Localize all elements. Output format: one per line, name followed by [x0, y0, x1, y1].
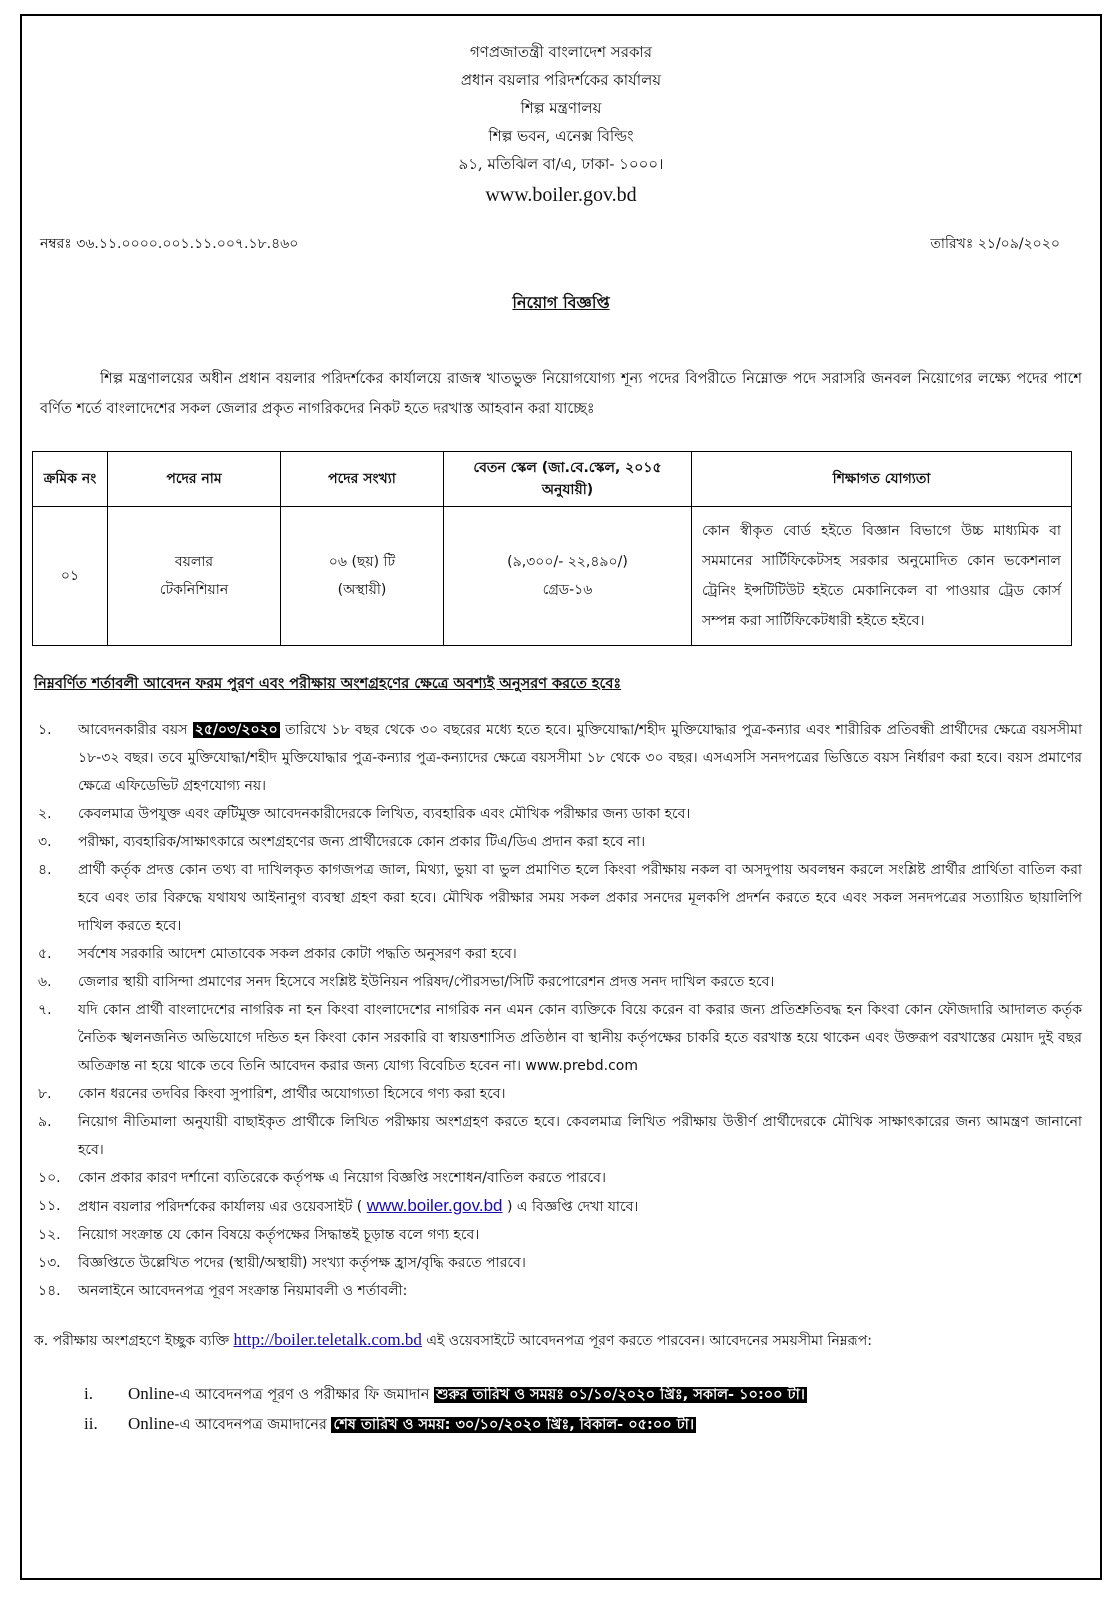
col-pay-scale: বেতন স্কেল (জা.বে.স্কেল, ২০১৫ অনুযায়ী): [444, 452, 692, 507]
online-start-line: [84, 1384, 807, 1408]
rule-number: ১০.: [38, 1170, 61, 1186]
intro-paragraph: শিল্প মন্ত্রণালয়ের অধীন প্রধান বয়লার পরিদর্শকের কার্যালয়ে রাজস্ব খাতভুক্ত নিয়োগযোগ্য শূন্য পদের বিপরীতে নিম্নোক্ত পদে সরাসরি জনবল নিয়োগের লক্ষ্যে পদের পাশে বর্ণিত শর্তে বাংলাদেশের সকল জেলার প্রকৃত নাগরিকদের নিকট হতে দরখাস্ত আহবান করা যাচ্ছেঃ: [40, 371, 1082, 417]
rule-text: যদি কোন প্রার্থী বাংলাদেশের নাগরিক না হন কিংবা বাংলাদেশের নাগরিক নন এমন কোন ব্যক্তিকে বিয়ে করেন বা করার জন্য প্রতিশ্রুতিবদ্ধ হন কিংবা কোন ফৌজদারি আদালত কর্তৃক নৈতিক স্খলনজনিত অভিযোগে দন্ডিত হন কিংবা কোন সরকারি বা স্বায়ত্তশাসিত প্রতিষ্ঠান বা স্থানীয় কর্তৃপক্ষের চাকরি হতে বরখাস্ত হয়ে থাকেন এবং উক্তরূপ বরখাস্তের মেয়াদ দুই বছর অতিক্রান্ত না হয়ে থাকে তবে তিনি আবেদন করার জন্য যোগ্য বিবেচিত হবেন না। www.prebd.com: [78, 1002, 1082, 1074]
notice-page: [20, 14, 1102, 1580]
rule-number: ৪.: [38, 862, 52, 878]
list-item: [22, 716, 1082, 800]
rule-number: ৬.: [38, 974, 52, 990]
reference-number: নম্বরঃ ৩৬.১১.০০০০.০০১.১১.০০৭.১৮.৪৬০: [40, 236, 299, 252]
roman-number: ii.: [84, 1414, 98, 1433]
col-post-count: পদের সংখ্যা: [281, 452, 444, 507]
post-name-line: টেকনিশিয়ান: [159, 582, 229, 598]
rule-text: নিয়োগ নীতিমালা অনুযায়ী বাছাইকৃত প্রার্থীকে লিখিত পরীক্ষায় অংশগ্রহণ করতে হবে। কেবলমাত্র লিখিত পরীক্ষায় উত্তীর্ণ প্রার্থীদেরকে মৌখিক সাক্ষাৎকারের জন্য আমন্ত্রণ জানানো হবে।: [78, 1114, 1082, 1158]
rule-text: তারিখে ১৮ বছর থেকে ৩০ বছরের মধ্যে হতে হবে। মুক্তিযোদ্ধা/শহীদ মুক্তিযোদ্ধার পুত্র-কন্যার এবং শারীরিক প্রতিবন্ধী প্রার্থীদের ক্ষেত্রে বয়সসীমা ১৮-৩২ বছর। তবে মুক্তিযোদ্ধা/শহীদ মুক্তিযোদ্ধার পুত্র-কন্যার পুত্র-কন্যাদের ক্ষেত্রে বয়সসীমা ১৮ থেকে ৩০ বছর। এসএসসি সনদপত্রের ভিত্তিতে বয়স নির্ধারণ করা হবে। বয়স প্রমাণের ক্ষেত্রে এফিডেভিট গ্রহণযোগ্য নয়।: [78, 722, 1083, 794]
cell-post-count: [281, 507, 444, 646]
cell-post-name: [108, 507, 281, 646]
ministry-name: শিল্প মন্ত্রণালয়: [520, 99, 602, 117]
conditions-heading: নিম্নবর্ণিত শর্তাবলী আবেদন ফরম পুরণ এবং পরীক্ষায় অংশগ্রহণের ক্ষেত্রে অবশ্যই অনুসরণ করতে হবেঃ: [34, 676, 622, 692]
rule-number: ১১.: [38, 1198, 61, 1214]
reference-row: [40, 232, 1060, 256]
cell-qualification: কোন স্বীকৃত বোর্ড হইতে বিজ্ঞান বিভাগে উচ্চ মাধ্যমিক বা সমমানের সার্টিফিকেটসহ সরকার অনুমোদিত কোন ভকেশনাল ট্রেনিং ইন্সটিটিউট হইতে মেকানিকেল বা পাওয়ার ট্রেড কোর্স সম্পন্ন করা সার্টিফিকেটধারী হইতে হইবে।: [692, 507, 1072, 646]
rule-text: অনলাইনে আবেদনপত্র পূরণ সংক্রান্ত নিয়মাবলী ও শর্তাবলী:: [78, 1283, 408, 1299]
list-item: [22, 828, 1082, 856]
rules-list: [22, 716, 1082, 1305]
col-serial: ক্রমিক নং: [33, 452, 108, 507]
boiler-website-link[interactable]: www.boiler.gov.bd: [366, 1196, 503, 1215]
col-post-name: পদের নাম: [108, 452, 281, 507]
rule-text: ) এ বিজ্ঞপ্তি দেখা যাবে।: [506, 1199, 639, 1215]
post-count-line: (অস্থায়ী): [337, 582, 387, 598]
list-item: [22, 1249, 1082, 1277]
office-header: [22, 38, 1100, 212]
office-name: প্রধান বয়লার পরিদর্শকের কার্যালয়: [460, 71, 662, 89]
rule-text: আবেদনকারীর বয়স: [78, 722, 188, 738]
rule-text: জেলার স্থায়ী বাসিন্দা প্রমাণের সনদ হিসেবে সংশ্লিষ্ট ইউনিয়ন পরিষদ/পৌরসভা/সিটি করপোরেশন প্রদত্ত সনদ দাখিল করতে হবে।: [78, 974, 775, 990]
cell-pay-scale: [444, 507, 692, 646]
post-count-line: ০৬ (ছয়) টি: [328, 554, 396, 570]
age-date-highlight: ২৫/০৩/২০২০: [194, 722, 278, 738]
list-item: [22, 968, 1082, 996]
rule-text: প্রার্থী কর্তৃক প্রদত্ত কোন তথ্য বা দাখিলকৃত কাগজপত্র জাল, মিথ্যা, ভুয়া বা ভুল প্রমাণিত হলে কিংবা পরীক্ষায় নকল বা অসদুপায় অবলম্বন করলে সংশ্লিষ্ট প্রার্থীর প্রার্থিতা বাতিল করা হবে এবং তার বিরুদ্ধে যথাযথ আইনানুগ ব্যবস্থা গ্রহণ করা হবে। মৌখিক পরীক্ষার সময় সকল প্রকার সনদের মূলকপি প্রদর্শন করতে হবে এবং সকল সনদপত্রের সত্যায়িত ছায়ালিপি দাখিল করতে হবে।: [78, 862, 1082, 934]
rule-text: পরীক্ষা, ব্যবহারিক/সাক্ষাৎকারে অংশগ্রহণের জন্য প্রার্থীদেরকে কোন প্রকার টিএ/ডিএ প্রদান করা হবে না।: [78, 834, 646, 850]
application-paragraph: [34, 1326, 1082, 1355]
list-item: [22, 1221, 1082, 1249]
rule-number: ৮.: [38, 1086, 52, 1102]
notice-date: তারিখঃ ২১/০৯/২০২০: [930, 236, 1060, 252]
table-row: [33, 507, 1072, 646]
ka-text: এই ওয়েবসাইটে আবেদনপত্র পূরণ করতে পারবেন। আবেদনের সময়সীমা নিম্নরূপ:: [426, 1333, 872, 1349]
rule-number: ২.: [38, 806, 52, 822]
office-website: www.boiler.gov.bd: [485, 184, 637, 206]
list-item: [22, 940, 1082, 968]
list-item: [22, 1108, 1082, 1164]
list-item: [22, 1164, 1082, 1192]
govt-name: গণপ্রজাতন্ত্রী বাংলাদেশ সরকার: [469, 43, 653, 61]
pay-scale-line: (৯,৩০০/- ২২,৪৯০/): [507, 554, 628, 570]
office-address: ৯১, মতিঝিল বা/এ, ঢাকা- ১০০০।: [458, 155, 664, 173]
roman-number: i.: [84, 1384, 93, 1403]
table-header-row: [33, 452, 1072, 507]
rule-text: সর্বশেষ সরকারি আদেশ মোতাবেক সকল প্রকার কোটা পদ্ধতি অনুসরণ করা হবে।: [78, 946, 517, 962]
end-date-highlight: শেষ তারিখ ও সময়: ৩০/১০/২০২০ খ্রিঃ, বিকাল- ০৫:০০ টা।: [333, 1417, 695, 1433]
ka-text: ক. পরীক্ষায় অংশগ্রহণে ইচ্ছুক ব্যক্তি: [34, 1333, 230, 1349]
rule-number: ১৩.: [38, 1255, 61, 1271]
rule-text: নিয়োগ সংক্রান্ত যে কোন বিষয়ে কর্তৃপক্ষের সিদ্ধান্তই চূড়ান্ত বলে গণ্য হবে।: [78, 1227, 480, 1243]
start-date-highlight: শুরুর তারিখ ও সময়ঃ ০১/১০/২০২০ খ্রিঃ, সকাল- ১০:০০ টা।: [436, 1387, 805, 1403]
rule-number: ১.: [38, 722, 52, 738]
page-title: নিয়োগ বিজ্ঞপ্তি: [512, 293, 610, 312]
rule-text: কোন প্রকার কারণ দর্শানো ব্যতিরেকে কর্তৃপক্ষ এ নিয়োগ বিজ্ঞপ্তি সংশোধন/বাতিল করতে পারবে।: [78, 1170, 606, 1186]
cell-serial: ০১: [33, 507, 108, 646]
rule-text: কোন ধরনের তদবির কিংবা সুপারিশ, প্রার্থীর অযোগ্যতা হিসেবে গণ্য করা হবে।: [78, 1086, 506, 1102]
list-item: [22, 1080, 1082, 1108]
col-qualification: শিক্ষাগত যোগ্যতা: [692, 452, 1072, 507]
list-item: [22, 856, 1082, 940]
list-item: [22, 996, 1082, 1080]
online-word: Online: [128, 1414, 175, 1433]
pay-grade-line: গ্রেড-১৬: [542, 582, 593, 598]
list-item: [22, 1277, 1082, 1305]
post-name-line: বয়লার: [174, 554, 214, 570]
vacancy-table: [32, 451, 1072, 646]
rule-number: ৭.: [38, 1002, 52, 1018]
rule-number: ১২.: [38, 1227, 61, 1243]
rule-text: বিজ্ঞপ্তিতে উল্লেখিত পদের (স্থায়ী/অস্থায়ী) সংখ্যা কর্তৃপক্ষ হ্রাস/বৃদ্ধি করতে পারবে।: [78, 1255, 526, 1271]
rule-text: কেবলমাত্র উপযুক্ত এবং ত্রুটিমুক্ত আবেদনকারীদেরকে লিখিত, ব্যবহারিক এবং মৌখিক পরীক্ষার জন্য ডাকা হবে।: [78, 806, 691, 822]
rule-number: ১৪.: [38, 1283, 61, 1299]
list-item: [22, 800, 1082, 828]
online-text: -এ আবেদনপত্র জমাদানের: [174, 1417, 327, 1433]
online-word: Online: [128, 1384, 175, 1403]
building-name: শিল্প ভবন, এনেক্স বিল্ডিং: [488, 127, 634, 145]
rule-number: ৩.: [38, 834, 52, 850]
teletalk-link[interactable]: http://boiler.teletalk.com.bd: [233, 1330, 422, 1349]
rule-number: ৯.: [38, 1114, 52, 1130]
online-end-line: [84, 1414, 696, 1438]
online-text: -এ আবেদনপত্র পূরণ ও পরীক্ষার ফি জমাদান: [174, 1387, 430, 1403]
rule-number: ৫.: [38, 946, 52, 962]
rule-text: প্রধান বয়লার পরিদর্শকের কার্যালয় এর ওয়েবসাইট (: [78, 1199, 363, 1215]
list-item: [22, 1192, 1082, 1221]
